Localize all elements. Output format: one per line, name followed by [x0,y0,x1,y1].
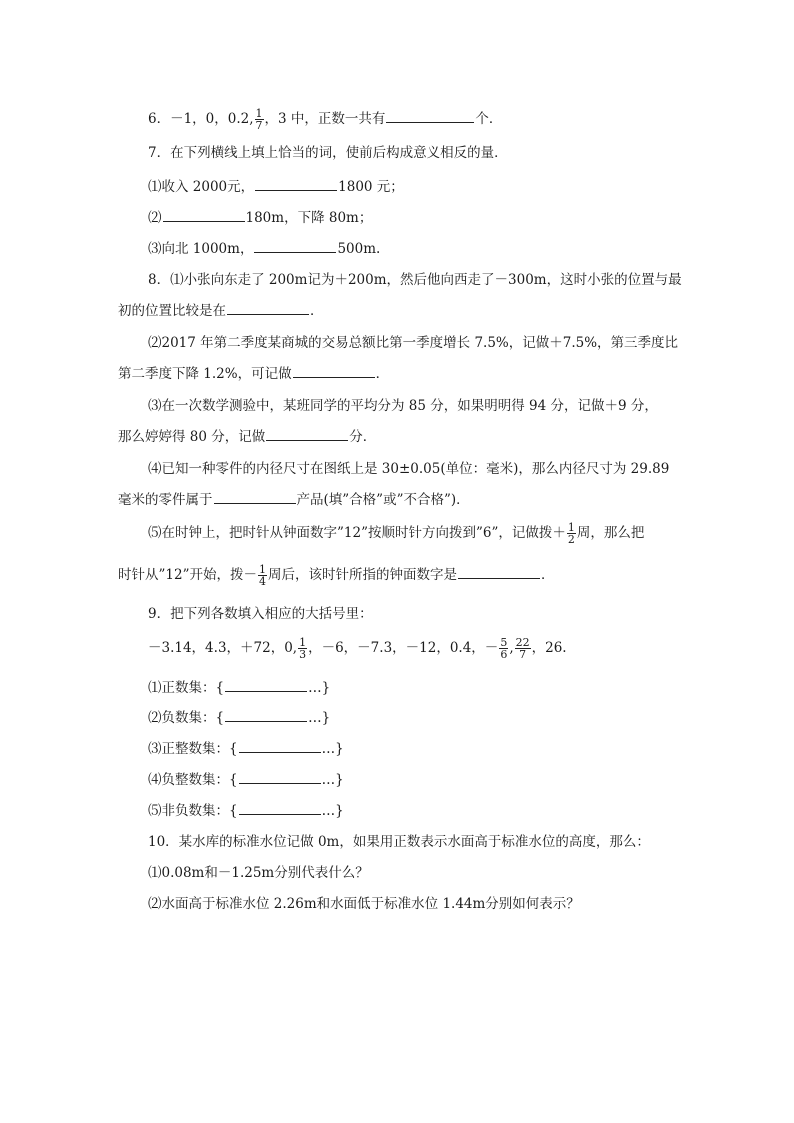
question-6: 6．－1，0，0.2, $\frac{1}{7}$ ，3 中，正数一共有 个． [148,107,503,132]
question-7-part-2: ⑵ 180m，下降 80m； [148,207,372,228]
fraction-one-seventh: $\frac{1}{7}$ [255,107,263,132]
question-9-set-negative: ⑵负数集：{ …} [148,707,330,728]
question-7-part-1: ⑴收入 2000元， 1800 元； [148,176,404,197]
question-8-part-4-line-2: 毫米的零件属于 产品(填”合格”或”不合格”)． [118,489,470,510]
answer-blank[interactable] [266,426,348,441]
answer-blank[interactable] [255,176,337,191]
fraction-one-third: $\frac{1}{3}$ [299,636,307,661]
question-7-stem: 7．在下列横线上填上恰当的词，使前后构成意义相反的量． [148,145,508,161]
question-8-part-3-line-2: 那么婷婷得 80 分，记做 分． [118,426,376,447]
question-10-stem: 10．某水库的标准水位记做 0m，如果用正数表示水面高于标准水位的高度，那么： [148,834,650,850]
fraction-one-quarter: $\frac{1}{4}$ [258,563,266,588]
answer-blank[interactable] [239,769,321,784]
question-10-part-2: ⑵水面高于标准水位 2.26m和水面低于标准水位 1.44m分别如何表示？ [148,896,580,912]
answer-blank[interactable] [386,108,474,123]
question-9-stem: 9．把下列各数填入相应的大括号里： [148,606,373,622]
answer-blank[interactable] [163,207,245,222]
answer-blank[interactable] [225,707,307,722]
question-10-part-1: ⑴0.08m和－1.25m分别代表什么？ [148,865,369,881]
answer-blank[interactable] [214,489,296,504]
answer-blank[interactable] [227,300,309,315]
question-9-set-non-negative: ⑸非负数集：{ …} [148,800,344,821]
answer-blank[interactable] [293,363,375,378]
answer-blank[interactable] [254,238,336,253]
question-7-part-3: ⑶向北 1000m， 500m. [148,238,380,259]
question-8-part-2-line-1: ⑵2017 年第二季度某商城的交易总额比第一季度增长 7.5%，记做＋7.5%，第三季度比 [148,335,679,351]
answer-blank[interactable] [239,738,321,753]
question-8-part-1-line-1: 8．⑴小张向东走了 200m记为＋200m，然后他向西走了－300m，这时小张的位置与最 [148,272,682,288]
answer-blank[interactable] [225,677,307,692]
answer-blank[interactable] [458,564,540,579]
fraction-one-half: $\frac{1}{2}$ [567,521,575,546]
question-9-set-positive-integers: ⑶正整数集：{ …} [148,738,344,759]
question-8-part-2-line-2: 第二季度下降 1.2%，可记做 ． [118,363,389,384]
question-8-part-5-line-1: ⑸在时钟上，把时针从钟面数字”12”按顺时针方向拨到”6”，记做拨＋ $\frac{1}{2}$ 周，那么把 [148,521,645,546]
answer-blank[interactable] [239,800,321,815]
fraction-twenty-two-sevenths: $\frac{22}{7}$ [515,636,530,661]
question-8-part-4-line-1: ⑷已知一种零件的内径尺寸在图纸上是 30±0.05(单位：毫米)，那么内径尺寸为 29.89 [148,461,670,477]
question-9-number-list: －3.14，4.3，＋72，0, $\frac{1}{3}$ ，－6，－7.3，－12，0.4，－ $\frac{5}{6}$ , $\frac{22}{7}$ ，26. [148,636,567,661]
fraction-five-sixths: $\frac{5}{6}$ [500,636,508,661]
question-8-part-3-line-1: ⑶在一次数学测验中，某班同学的平均分为 85 分，如果明明得 94 分，记做＋9 分， [148,398,658,414]
question-8-part-5-line-2: 时针从”12”开始，拨－ $\frac{1}{4}$ 周后，该时针所指的钟面数字是 ． [118,563,555,588]
question-9-set-positive: ⑴正数集：{ …} [148,677,330,698]
question-9-set-negative-integers: ⑷负整数集：{ …} [148,769,344,790]
question-8-part-1-line-2: 初的位置比较是在 ． [118,300,324,321]
